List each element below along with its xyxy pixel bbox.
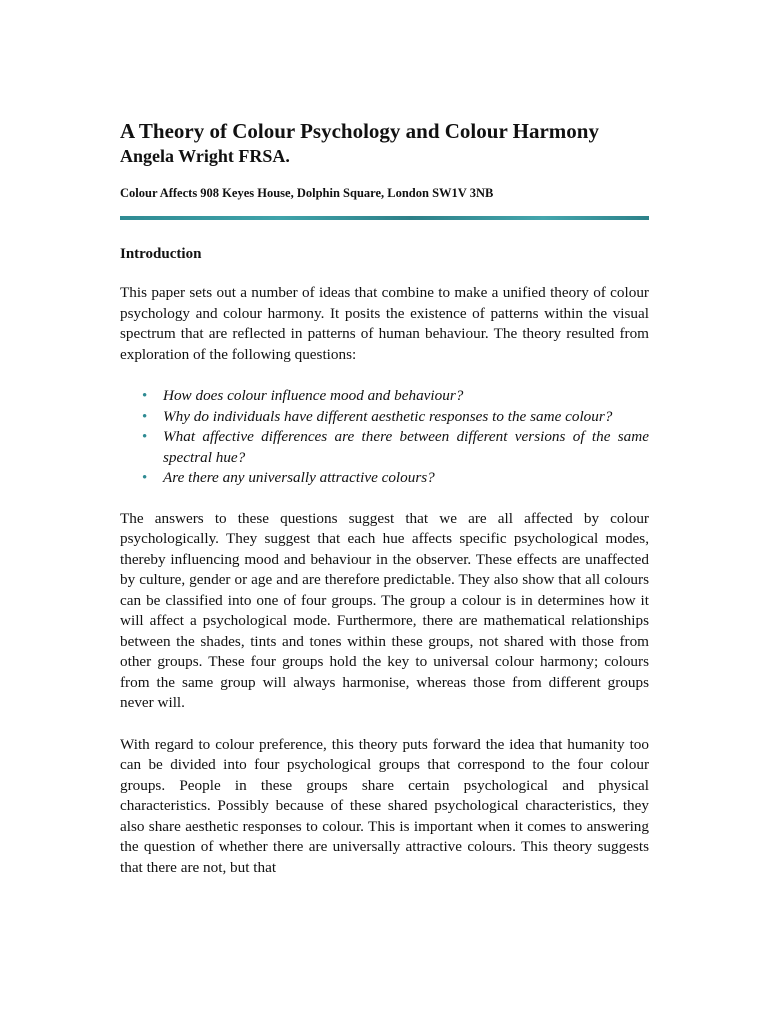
affiliation: Colour Affects 908 Keyes House, Dolphin Square, London SW1V 3NB [120, 186, 494, 200]
author-name: Angela Wright FRSA. [120, 146, 290, 166]
bullet-icon: • [142, 388, 148, 404]
paragraph-preference: With regard to colour preference, this theory puts forward the idea that humanity too can be divided into four psychological groups that correspond to the four colour groups. People in these groups share certain psychological and physical characteristics. Possibly because of these shared psychological characteristics, they also share aesthetic responses to colour. This is important when it comes to answering the question of whether there are universally attractive colours. This theory suggests that there are not, but that [120, 735, 649, 876]
document-page [120, 118, 649, 878]
section-heading-introduction: Introduction [120, 246, 202, 262]
list-item [120, 407, 649, 428]
bullet-icon: • [142, 429, 148, 445]
question-text: What affective differences are there between different versions of the same spectral hue? [163, 428, 649, 466]
list-item [120, 386, 649, 407]
questions-list [120, 386, 649, 489]
question-text: Are there any universally attractive colours? [163, 469, 435, 486]
paragraph-answers: The answers to these questions suggest that we are all affected by colour psychologically. They suggest that each hue affects specific psychological modes, thereby influencing mood and behaviour in the observer. These effects are unaffected by culture, gender or age and are therefore predictable. They also show that all colours can be classified into one of four groups. The group a colour is in determines how it will affect a psychological mode. Furthermore, there are mathematical relationships between the shades, tints and tones within these groups, not shared with those from other groups. These four groups hold the key to universal colour harmony; colours from the same group will always harmonise, whereas those from different groups never will. [120, 509, 649, 711]
paragraph-intro: This paper sets out a number of ideas that combine to make a unified theory of colour psychology and colour harmony. It posits the existence of patterns within the visual spectrum that are reflected in patterns of human behaviour. The theory resulted from exploration of the following questions: [120, 284, 649, 363]
bullet-icon: • [142, 470, 148, 486]
bullet-icon: • [142, 408, 148, 425]
list-item [120, 468, 649, 489]
header-rule [120, 216, 649, 220]
list-item [120, 427, 649, 468]
document-title: A Theory of Colour Psychology and Colour Harmony [120, 119, 599, 143]
question-text: Why do individuals have different aesthetic responses to the same colour? [163, 407, 613, 425]
question-text: How does colour influence mood and behaviour? [163, 387, 464, 404]
